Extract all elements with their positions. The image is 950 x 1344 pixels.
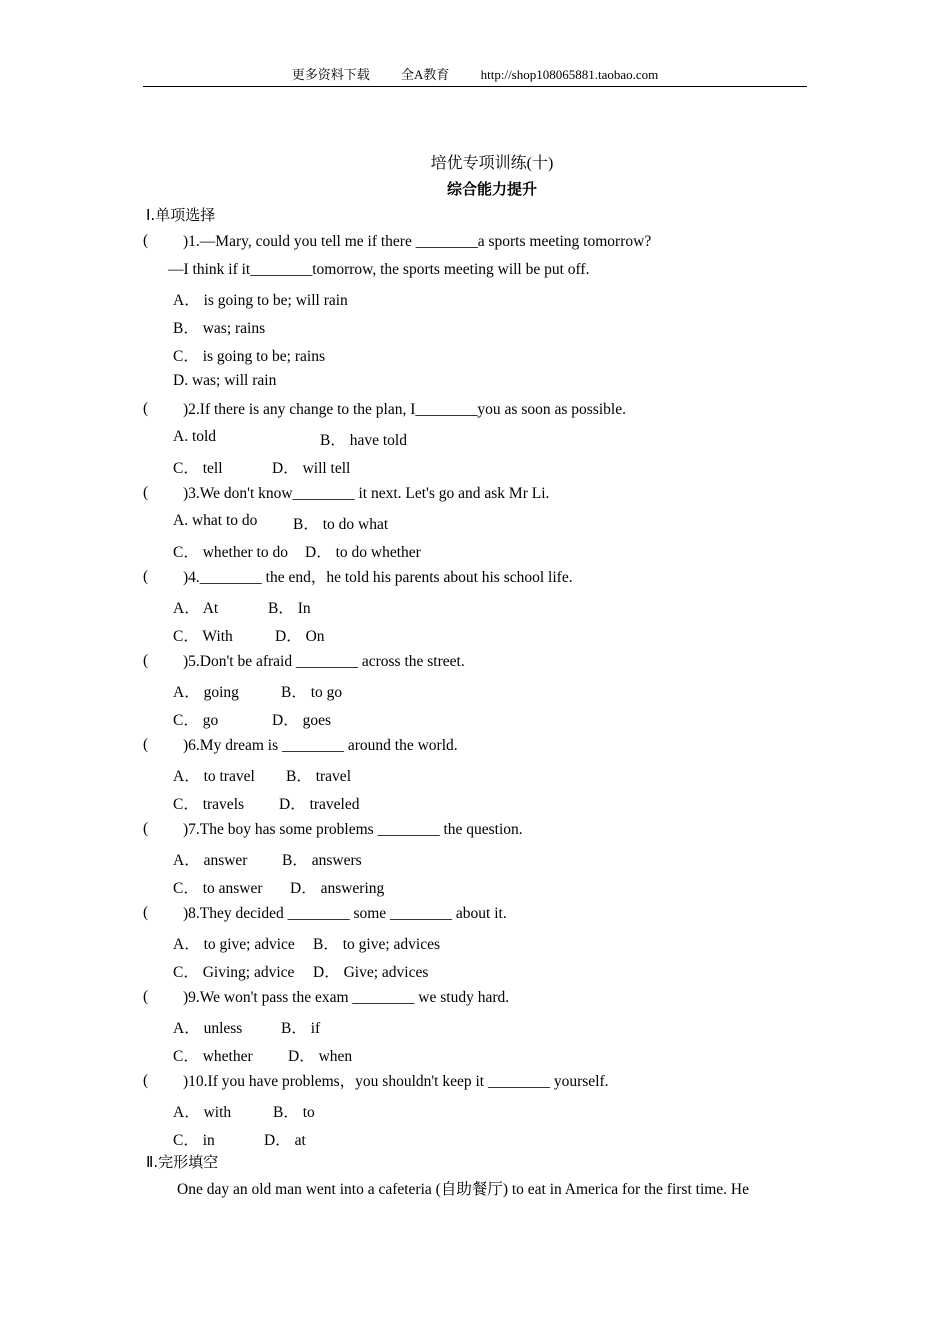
answer-paren: ( [143,1072,149,1089]
question-stem: )6.My dream is ________ around the world. [183,737,458,754]
page-subtitle: 综合能力提升 [446,180,537,198]
option-b: B． to go [281,684,343,701]
header-mid: 全A教育 [400,67,450,82]
option-c: C． whether [173,1048,253,1065]
option-c: C． travels [173,796,245,813]
question-stem: )9.We won't pass the exam ________ we study hard. [183,989,510,1006]
option-a: A． is going to be; will rain [173,292,348,309]
answer-paren: ( [143,652,149,669]
option-d: D． at [264,1132,306,1149]
answer-paren: ( [143,232,149,249]
option-a: A． At [173,600,219,617]
question-stem: —I think if it________tomorrow, the sports meeting will be put off. [168,261,590,278]
option-d: D． when [288,1048,353,1065]
question-stem: )5.Don't be afraid ________ across the street. [183,653,465,670]
header-url[interactable]: http://shop108065881.taobao.com [480,67,659,82]
option-c: C． in [173,1132,215,1149]
question-stem: )2.If there is any change to the plan, I________you as soon as possible. [183,401,626,418]
question-stem: )8.They decided ________ some ________ about it. [183,905,507,922]
option-c: C． to answer [173,880,263,897]
option-a: A． to give; advice [173,936,295,953]
option-c: C． With [173,628,233,645]
option-c: C． is going to be; rains [173,348,325,365]
option-b: B． was; rains [173,320,266,337]
question-stem: )1.—Mary, could you tell me if there ________a sports meeting tomorrow? [183,233,652,250]
page-title: 培优专项训练(十) [430,155,554,172]
option-c: C． Giving; advice [173,964,295,981]
question-stem: )10.If you have problems，you shouldn't keep it ________ yourself. [183,1073,609,1090]
option-a: A． going [173,684,239,701]
answer-paren: ( [143,988,149,1005]
question-stem: )4.________ the end，he told his parents about his school life. [183,569,573,586]
option-d: D． traveled [279,796,360,813]
section-heading: Ⅱ.完形填空 [146,1153,219,1171]
answer-paren: ( [143,820,149,837]
question-stem: )7.The boy has some problems ________ the question. [183,821,523,838]
option-b: B． to [273,1104,315,1121]
option-b: B． to give; advices [313,936,440,953]
option-d: D． will tell [272,460,351,477]
option-a: A. what to do [173,512,258,529]
option-b: B． if [281,1020,321,1037]
option-c: C． go [173,712,219,729]
option-c: C． whether to do [173,544,288,561]
option-b: B． answers [282,852,362,869]
option-d: D． Give; advices [313,964,429,981]
option-c: C． tell [173,460,223,477]
page-header [143,66,807,87]
option-b: B． In [268,600,311,617]
answer-paren: ( [143,736,149,753]
option-a: A. told [173,428,217,445]
passage-text: One day an old man went into a cafeteria (自助餐厅) to eat in America for the first time. He [177,1181,750,1198]
option-d: D． to do whether [305,544,421,561]
answer-paren: ( [143,484,149,501]
option-d: D． On [275,628,325,645]
option-b: B． travel [286,768,351,785]
option-b: B． to do what [293,516,389,533]
answer-paren: ( [143,904,149,921]
option-a: A． answer [173,852,248,869]
answer-paren: ( [143,400,149,417]
option-d: D． answering [290,880,385,897]
option-d: D． goes [272,712,331,729]
answer-paren: ( [143,568,149,585]
header-left: 更多资料下载 [291,67,370,82]
option-a: A． with [173,1104,232,1121]
option-d: D. was; will rain [173,372,277,389]
option-a: A． unless [173,1020,243,1037]
option-a: A． to travel [173,768,255,785]
section-heading: Ⅰ.单项选择 [146,206,216,224]
option-b: B． have told [320,432,407,449]
question-stem: )3.We don't know________ it next. Let's go and ask Mr Li. [183,485,550,502]
